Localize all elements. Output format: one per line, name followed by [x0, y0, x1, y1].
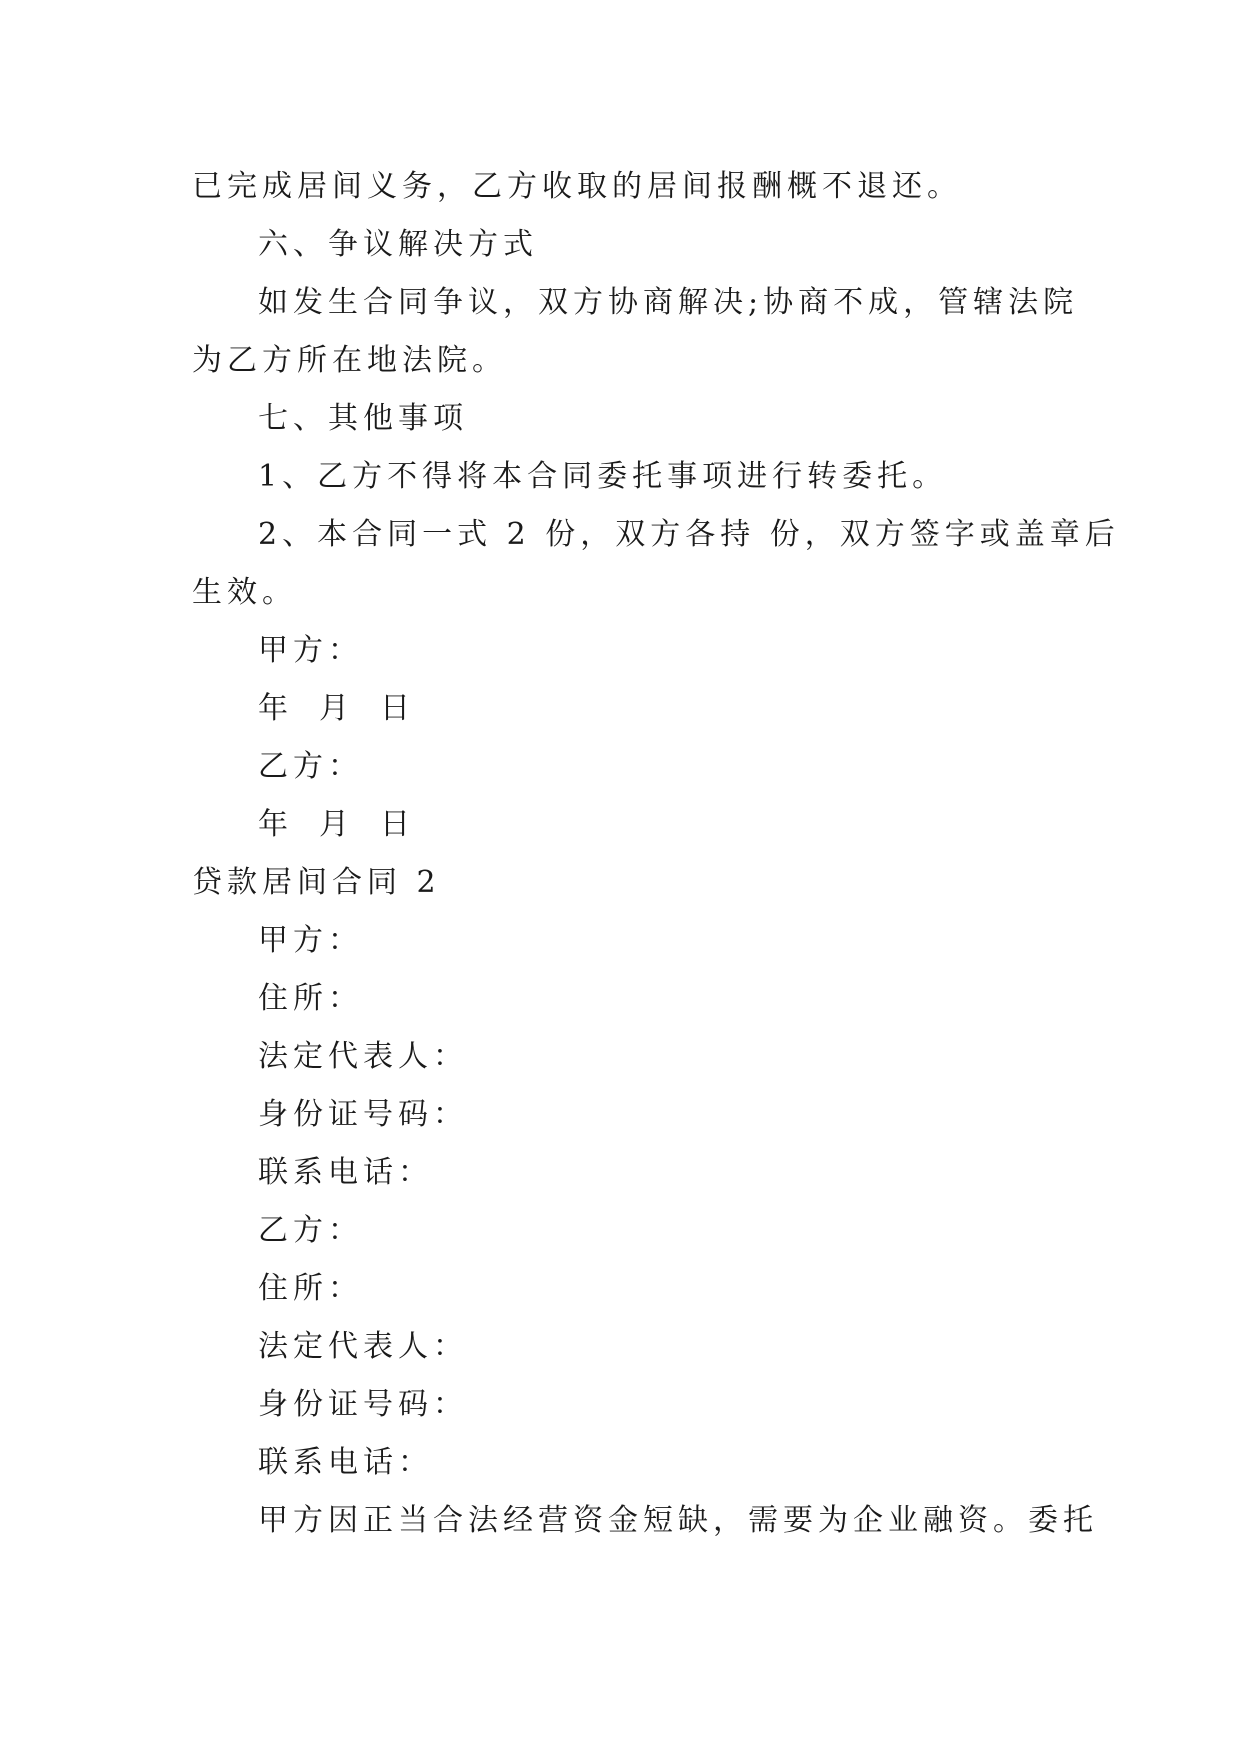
party-a-signature-label: 甲方： — [258, 633, 363, 668]
party-b-label: 乙方： — [258, 1213, 363, 1248]
party-b-id-number-label: 身份证号码： — [258, 1387, 468, 1422]
party-b-address-label: 住所： — [258, 1271, 363, 1306]
party-a-date-line — [192, 680, 1062, 738]
clause-line: 1、乙方不得将本合同委托事项进行转委托。 — [258, 459, 948, 494]
date-month: 月 — [319, 807, 354, 842]
party-b-phone-label: 联系电话： — [258, 1445, 433, 1480]
date-day: 日 — [380, 691, 415, 726]
date-year: 年 — [258, 807, 293, 842]
section-heading: 七、其他事项 — [258, 401, 468, 436]
party-b-date-line — [192, 796, 1062, 854]
paragraph-line: 已完成居间义务，乙方收取的居间报酬概不退还。 — [192, 169, 962, 204]
party-a-phone-label: 联系电话： — [258, 1155, 433, 1190]
paragraph-line: 生效。 — [192, 575, 297, 610]
paragraph-line: 为乙方所在地法院。 — [192, 343, 507, 378]
party-a-label: 甲方： — [258, 923, 363, 958]
party-a-representative-label: 法定代表人： — [258, 1039, 468, 1074]
party-b-signature-label: 乙方： — [258, 749, 363, 784]
paragraph-line: 甲方因正当合法经营资金短缺，需要为企业融资。委托 — [258, 1503, 1098, 1538]
contract-title: 贷款居间合同 2 — [192, 865, 441, 900]
clause-line: 2、本合同一式 2 份，双方各持 份，双方签字或盖章后 — [258, 517, 1120, 552]
party-a-address-label: 住所： — [258, 981, 363, 1016]
date-year: 年 — [258, 691, 293, 726]
party-b-representative-label: 法定代表人： — [258, 1329, 468, 1364]
document-body — [192, 158, 1120, 1550]
paragraph-line: 如发生合同争议，双方协商解决;协商不成，管辖法院 — [258, 285, 1079, 320]
section-heading: 六、争议解决方式 — [258, 227, 538, 262]
date-month: 月 — [319, 691, 354, 726]
party-a-id-number-label: 身份证号码： — [258, 1097, 468, 1132]
date-day: 日 — [380, 807, 415, 842]
